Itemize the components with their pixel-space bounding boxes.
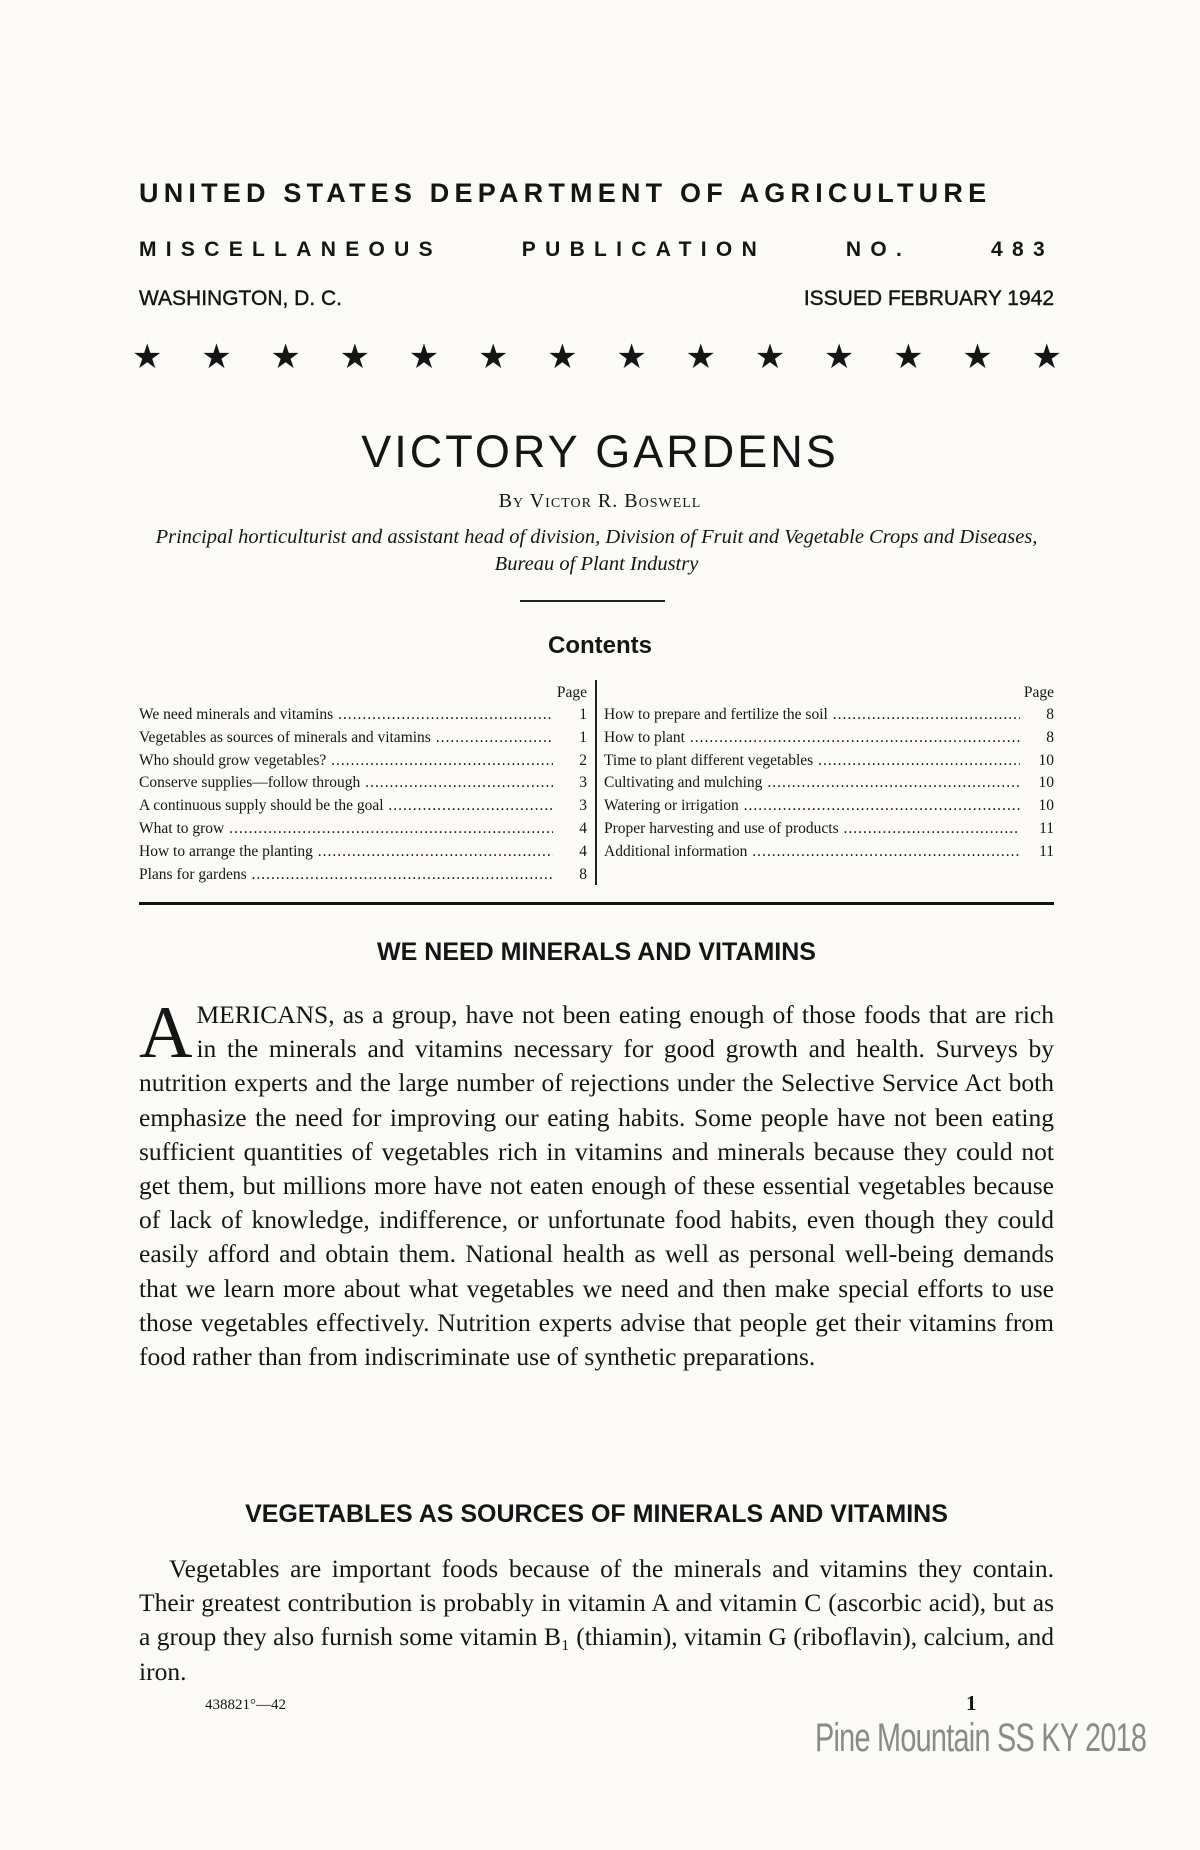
toc-entry-label: Time to plant different vegetables ..... <box>604 752 1020 770</box>
toc-entry <box>139 797 587 820</box>
toc-entry-page: 8 <box>579 865 587 883</box>
toc-entry-label: We need minerals and vitamins ..... <box>139 706 553 724</box>
pub-word: PUBLICATION <box>521 238 767 261</box>
toc-entry <box>139 774 587 797</box>
toc-entry-label: Conserve supplies—follow through ..... <box>139 774 553 792</box>
toc-entry-label: Plans for gardens ..... <box>139 866 553 884</box>
print-code: 438821°—42 <box>205 1697 286 1713</box>
toc-entry-label: Proper harvesting and use of products ..... <box>604 820 1020 838</box>
contents-heading: Contents <box>548 632 652 659</box>
toc-entry-page: 11 <box>1039 819 1054 837</box>
toc-right-column <box>604 684 1054 866</box>
star-icon: ★ <box>616 339 647 376</box>
star-row <box>132 337 1062 377</box>
toc-entry-page: 1 <box>579 728 587 746</box>
star-icon: ★ <box>408 339 440 376</box>
toc-entry <box>139 706 587 729</box>
drop-cap: A <box>139 992 193 1074</box>
publication-number <box>139 238 1054 262</box>
toc-entry-label: What to grow ..... <box>139 820 553 838</box>
document-title: VICTORY GARDENS <box>361 426 839 477</box>
pub-word: NO. <box>845 238 912 261</box>
toc-entry <box>604 729 1054 752</box>
place-date-line <box>139 287 1054 311</box>
toc-entry <box>604 706 1054 729</box>
toc-entry <box>604 843 1054 866</box>
toc-entry-label: How to prepare and fertilize the soil ..... <box>604 706 1020 724</box>
toc-entry-page: 8 <box>1046 706 1054 723</box>
star-icon: ★ <box>823 339 855 376</box>
toc-entry <box>139 843 587 866</box>
star-icon: ★ <box>962 339 993 376</box>
star-icon: ★ <box>132 339 163 376</box>
toc-entry-label: Cultivating and mulching ..... <box>604 774 1020 792</box>
section-heading: VEGETABLES AS SOURCES OF MINERALS AND VITAMINS <box>245 1500 948 1528</box>
paragraph-text: MERICANS, as a group, have not been eating enough of those foods that are rich in the minerals and vitamins necessary for good growth and health. Surveys by nutrition experts and the large number of rejections under the Selective Service Act both emphasize the need for improving our eating habits. Some people have not been eating sufficient quantities of vegetables rich in vitamins and minerals because they could not get them, but millions more have not eaten enough of these essential vegetables because of lack of knowledge, indifference, or unfortunate food habits, even though they could easily afford and obtain them. National health as well as personal well-being demands that we learn more about what vegetables we need and then make special efforts to use those vegetables effectively. Nutrition experts advise that people get their vitamins from food rather than from indiscriminate use of synthetic preparations. <box>139 1000 1054 1372</box>
page-number: 1 <box>966 1691 977 1715</box>
place: WASHINGTON, D. C. <box>139 287 343 310</box>
star-icon: ★ <box>339 339 371 376</box>
issue-date: ISSUED FEBRUARY 1942 <box>803 287 1054 310</box>
toc-entry-page: 4 <box>579 842 587 860</box>
star-icon: ★ <box>754 339 786 376</box>
toc-entry-label: A continuous supply should be the goal ..... <box>139 797 553 815</box>
page-column-label: Page <box>556 684 587 701</box>
star-icon: ★ <box>270 339 301 376</box>
agency-name: UNITED STATES DEPARTMENT OF AGRICULTURE <box>139 178 992 208</box>
toc-divider <box>595 680 597 885</box>
section-heading: WE NEED MINERALS AND VITAMINS <box>377 938 816 966</box>
toc-entry-page: 3 <box>579 774 587 792</box>
toc-entry <box>139 729 587 752</box>
star-icon: ★ <box>685 339 716 376</box>
toc-entry <box>139 866 587 889</box>
toc-left-column <box>139 684 587 888</box>
star-icon: ★ <box>547 339 578 376</box>
toc-entry-page: 8 <box>1046 728 1054 746</box>
toc-entry-label: Watering or irrigation ..... <box>604 797 1020 815</box>
toc-entry <box>604 774 1054 797</box>
toc-entry <box>604 752 1054 775</box>
toc-entry-page: 4 <box>579 819 587 837</box>
toc-entry <box>139 820 587 843</box>
star-icon: ★ <box>201 339 232 376</box>
thick-divider <box>139 902 1054 905</box>
toc-entry-label: How to plant ..... <box>604 729 1020 747</box>
watermark: Pine Mountain SS KY 2018 <box>815 1716 1147 1760</box>
byline: By Victor R. Boswell <box>498 490 702 512</box>
body-paragraph <box>139 992 1054 1374</box>
body-paragraph: Vegetables are important foods because of the minerals and vitamins they contain. Their greatest contribution is probably in vitamin A and vitamin C (ascorbic acid), but as a group they also furnish some vitamin B₁ (thiamin), vitamin G (riboflavin), calcium, and iron. <box>139 1554 1054 1686</box>
toc-entry-page: 3 <box>579 797 587 815</box>
toc-entry-label: Who should grow vegetables? ..... <box>139 752 553 770</box>
star-icon: ★ <box>1031 339 1062 376</box>
star-icon: ★ <box>477 339 509 376</box>
pub-word: MISCELLANEOUS <box>139 238 442 261</box>
toc-entry-label: How to arrange the planting ..... <box>139 843 553 861</box>
toc-entry <box>139 752 587 775</box>
toc-entry <box>604 797 1054 820</box>
toc-entry <box>604 820 1054 843</box>
divider <box>520 600 665 602</box>
toc-entry-page: 1 <box>579 706 587 723</box>
author-affiliation: Principal horticulturist and assistant head of division, Division of Fruit and Vegetable Crops and Diseases, Bureau of Plant Industry <box>155 526 1038 575</box>
star-icon: ★ <box>893 339 924 376</box>
pub-word: 483 <box>991 238 1054 261</box>
toc-entry-page: 10 <box>1038 751 1054 769</box>
toc-entry-page: 11 <box>1039 842 1054 860</box>
toc-entry-label: Vegetables as sources of minerals and vitamins ..... <box>139 729 553 747</box>
toc-entry-label: Additional information ..... <box>604 843 1020 861</box>
toc-entry-page: 2 <box>579 751 587 769</box>
toc-entry-page: 10 <box>1038 797 1054 815</box>
toc-entry-page: 10 <box>1038 774 1054 792</box>
page-column-label: Page <box>1023 684 1054 701</box>
